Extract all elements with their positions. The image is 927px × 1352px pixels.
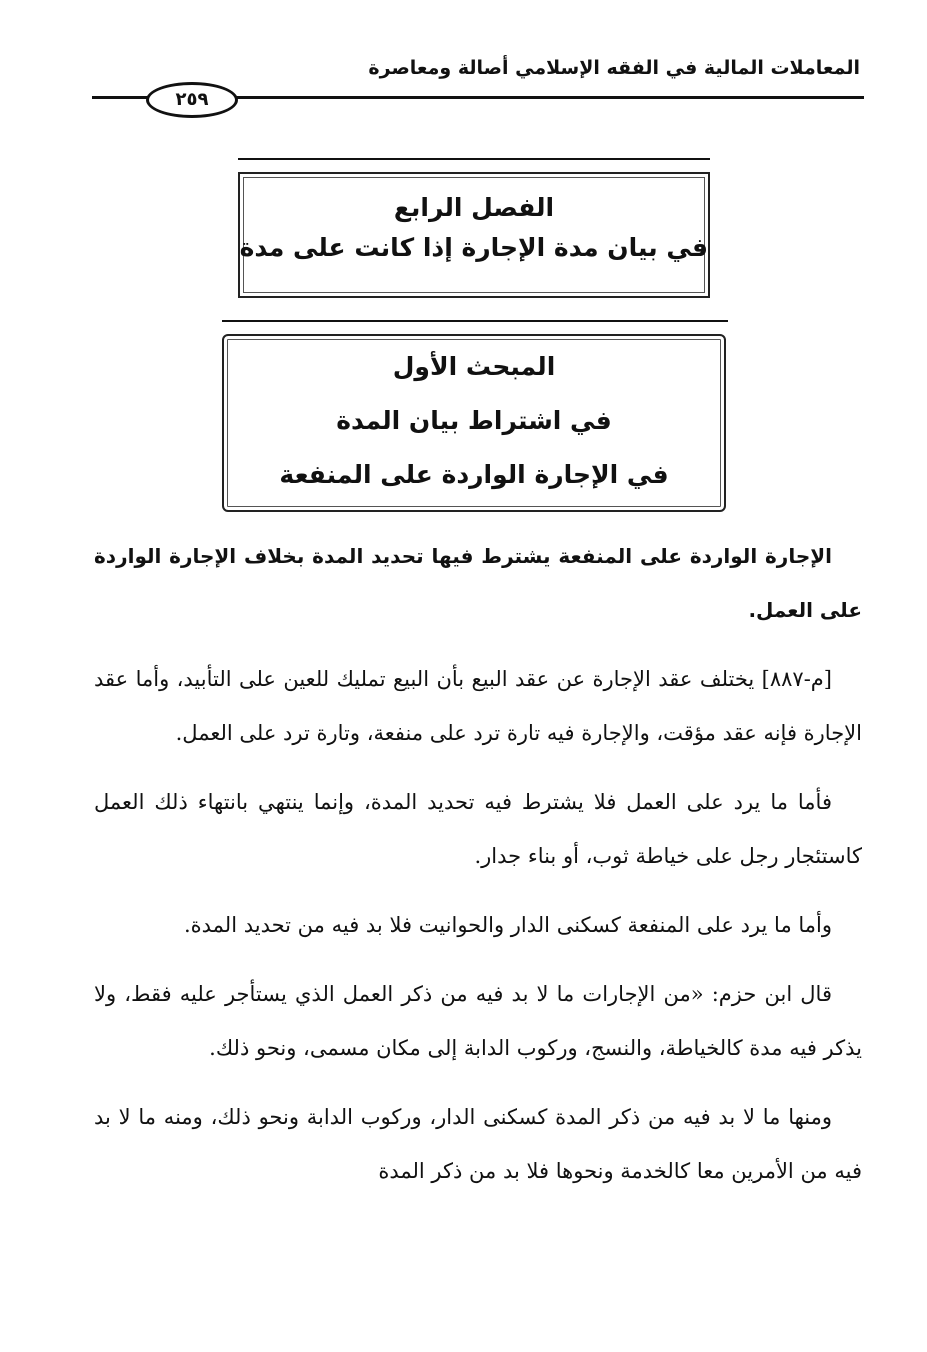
section-top-rule — [222, 320, 728, 322]
chapter-top-rule — [238, 158, 710, 160]
chapter-heading-box — [238, 172, 710, 298]
body-paragraph: فأما ما يرد على العمل فلا يشترط فيه تحديد المدة، وإنما ينتهي بانتهاء ذلك العمل كاستئجار رجل على خياطة ثوب، أو بناء جدار. — [94, 790, 862, 868]
running-header-title: المعاملات المالية في الفقه الإسلامي أصالة ومعاصرة — [368, 57, 860, 79]
chapter-subtitle: في بيان مدة الإجارة إذا كانت على مدة — [239, 233, 708, 262]
body-paragraph: وأما ما يرد على المنفعة كسكنى الدار والحوانيت فلا بد فيه من تحديد المدة. — [183, 913, 832, 937]
body-text — [94, 529, 862, 1213]
quote-paragraph: قال ابن حزم: «من الإجارات ما لا بد فيه من ذكر العمل الذي يستأجر عليه فقط، ولا يذكر فيه مدة كالخياطة، والنسج، وركوب الدابة إلى مكان مسمى، ونحو ذلك. — [94, 982, 862, 1060]
section-heading-box — [222, 334, 726, 512]
section-line-3: في الإجارة الواردة على المنفعة — [279, 460, 669, 489]
page-number-badge: ٢٥٩ — [146, 82, 238, 118]
section-line-2: في اشتراط بيان المدة — [336, 406, 612, 435]
summary-paragraph: الإجارة الواردة على المنفعة يشترط فيها تحديد المدة بخلاف الإجارة الواردة على العمل. — [94, 544, 862, 622]
section-title: المبحث الأول — [392, 352, 556, 381]
body-paragraph: [م-٨٨٧] يختلف عقد الإجارة عن عقد البيع بأن البيع تمليك للعين على التأبيد، وأما عقد الإجارة فإنه عقد مؤقت، والإجارة فيه تارة ترد على منفعة، وتارة ترد على العمل. — [94, 667, 862, 745]
body-paragraph: ومنها ما لا بد فيه من ذكر المدة كسكنى الدار، وركوب الدابة ونحو ذلك، ومنه ما لا بد فيه من الأمرين معا كالخدمة ونحوها فلا بد من ذكر المدة — [94, 1105, 862, 1183]
chapter-title: الفصل الرابع — [393, 193, 555, 222]
